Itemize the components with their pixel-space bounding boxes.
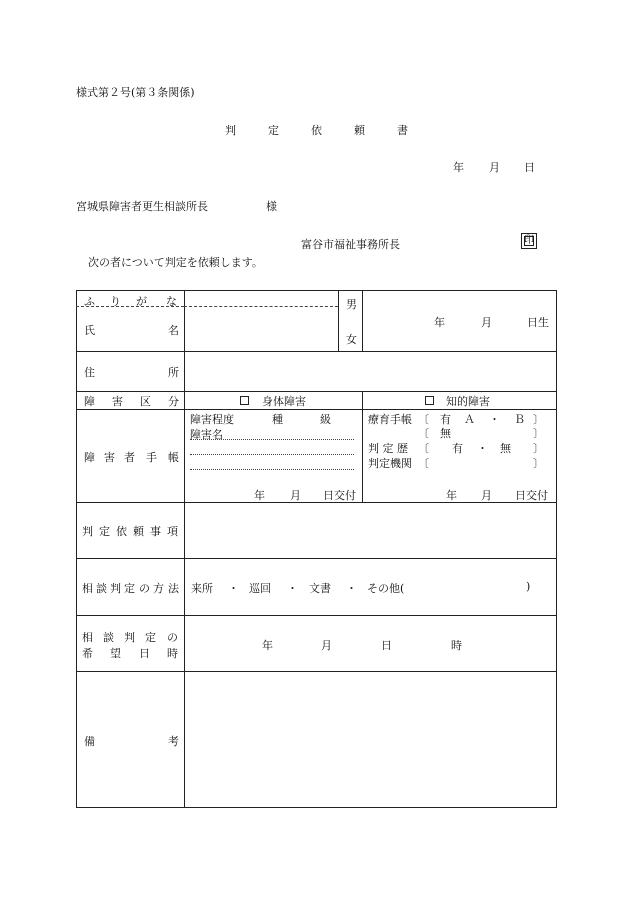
label-char: の (139, 582, 150, 595)
history-yes[interactable]: 有 (452, 442, 463, 455)
physical-issued-month: 月 (290, 489, 301, 502)
ryoiku-yes[interactable]: 有 (440, 413, 451, 426)
title-char: 依 (311, 124, 322, 137)
desired-day: 日 (381, 639, 392, 652)
label-char: 頼 (133, 525, 144, 538)
disability-name-label: 障害名 (190, 428, 223, 441)
table-divider (76, 558, 557, 559)
table-divider (76, 391, 557, 392)
title-char: 判 (225, 124, 236, 137)
method-visit[interactable]: 来所 (191, 582, 213, 595)
separator-dot: ・ (346, 582, 357, 595)
date-month: 月 (489, 161, 500, 174)
desired-year: 年 (262, 639, 273, 652)
label-char: 方 (153, 582, 164, 595)
label-char: の (167, 631, 178, 644)
table-border (76, 807, 557, 808)
label-char: 備 (84, 735, 95, 748)
desired-month: 月 (321, 639, 332, 652)
ryoiku-b[interactable]: Ｂ (514, 413, 525, 426)
label-char: 談 (96, 582, 107, 595)
sex-male[interactable]: 男 (346, 298, 357, 311)
bracket: 〕 (533, 413, 544, 426)
label-char: 手 (146, 451, 157, 464)
label-char: 氏 (84, 324, 95, 337)
seal-label: 印 (524, 235, 534, 246)
label-char: 法 (168, 582, 179, 595)
separator-dot: ・ (489, 413, 500, 426)
label-char: 帳 (168, 451, 179, 464)
history-no[interactable]: 無 (500, 442, 511, 455)
label-char: 相 (82, 631, 93, 644)
label-char: 相 (82, 582, 93, 595)
physical-checkbox[interactable] (240, 396, 249, 405)
bracket: 〕 (533, 457, 544, 470)
label-char: 障 (84, 451, 95, 464)
method-document[interactable]: 文書 (309, 582, 331, 595)
disability-name-line[interactable] (190, 439, 354, 440)
method-other[interactable]: その他( (367, 582, 405, 595)
label-char: 判 (82, 525, 93, 538)
label-char: ふ (84, 295, 95, 308)
furigana-separator (184, 306, 338, 307)
table-divider (76, 671, 557, 672)
label-char: 時 (167, 647, 178, 660)
separator-dot: ・ (228, 582, 239, 595)
intellectual-issued-year: 年 (446, 489, 457, 502)
label-char: 障 (84, 395, 95, 408)
label-char: 依 (116, 525, 127, 538)
label-char: 者 (124, 451, 135, 464)
disability-name-line[interactable] (190, 454, 354, 455)
intellectual-issued-month: 月 (481, 489, 492, 502)
birth-month: 月 (481, 316, 492, 329)
paren: ) (526, 580, 531, 593)
disability-name-line[interactable] (190, 469, 354, 470)
method-tour[interactable]: 巡回 (249, 582, 271, 595)
label-char: 所 (168, 366, 179, 379)
bracket: 〕 (533, 442, 544, 455)
label-char: 考 (168, 735, 179, 748)
birth-year: 年 (434, 316, 445, 329)
label-char: 項 (167, 525, 178, 538)
table-border (76, 290, 557, 291)
date-day: 日 (524, 161, 535, 174)
table-divider (76, 351, 557, 352)
remarks-field[interactable] (186, 673, 554, 805)
degree-label: 障害程度 (190, 413, 234, 426)
label-char: 区 (140, 395, 151, 408)
intellectual-checkbox[interactable] (425, 396, 434, 405)
table-divider (184, 290, 185, 807)
title-char: 定 (268, 124, 279, 137)
label-char: な (166, 295, 177, 308)
address-field[interactable] (186, 353, 554, 389)
request-field[interactable] (186, 504, 554, 556)
history-label: 判 定 歴 (368, 442, 408, 455)
physical-label: 身体障害 (262, 395, 306, 408)
label-char: 分 (168, 395, 179, 408)
honorific: 様 (266, 200, 277, 213)
ryoiku-no[interactable]: 無 (440, 427, 451, 440)
name-field[interactable] (186, 309, 336, 349)
label-char: 望 (110, 647, 121, 660)
intellectual-label: 知的障害 (446, 395, 490, 408)
label-char: 判 (124, 631, 135, 644)
label-char: 談 (103, 631, 114, 644)
label-char: り (110, 295, 121, 308)
label-char: 害 (112, 395, 123, 408)
table-border (76, 290, 77, 807)
label-char: 判 (110, 582, 121, 595)
title-char: 書 (397, 124, 408, 137)
table-divider (338, 290, 339, 351)
ryoiku-a[interactable]: Ａ (464, 413, 475, 426)
table-divider (362, 391, 363, 502)
title-char: 頼 (354, 124, 365, 137)
intellectual-issued-day: 日交付 (515, 489, 548, 502)
bracket: 〕 (533, 427, 544, 440)
form-number: 様式第２号(第３条関係) (76, 86, 195, 99)
label-char: 住 (84, 366, 95, 379)
label-char: 事 (150, 525, 161, 538)
bracket: 〔 (418, 427, 429, 440)
grade-label: 級 (320, 413, 331, 426)
birth-day: 日生 (527, 316, 549, 329)
seal-stamp (521, 233, 537, 249)
label-char: が (136, 295, 147, 308)
desired-hour: 時 (451, 639, 462, 652)
addressee: 宮城県障害者更生相談所長 (76, 200, 208, 213)
table-divider (362, 290, 363, 351)
table-divider (76, 409, 557, 410)
physical-issued-day: 日交付 (323, 489, 356, 502)
agency-label: 判定機関 (368, 457, 412, 470)
sex-female[interactable]: 女 (346, 333, 357, 346)
label-char: 希 (82, 647, 93, 660)
separator-dot: ・ (477, 442, 488, 455)
kind-label: 種 (272, 413, 283, 426)
sender: 富谷市福祉事務所長 (301, 238, 400, 251)
label-char: 害 (104, 451, 115, 464)
label-char: 定 (99, 525, 110, 538)
intro-text: 次の者について判定を依頼します。 (88, 256, 263, 269)
bracket: 〔 (418, 442, 429, 455)
label-char: 日 (139, 647, 150, 660)
table-divider (76, 615, 557, 616)
label-char: 定 (124, 582, 135, 595)
date-year: 年 (453, 161, 464, 174)
furigana-field[interactable] (186, 292, 336, 305)
physical-issued-year: 年 (254, 489, 265, 502)
label-char: 名 (168, 324, 179, 337)
bracket: 〔 (418, 457, 429, 470)
separator-dot: ・ (287, 582, 298, 595)
ryoiku-label: 療育手帳 (368, 413, 412, 426)
bracket: 〔 (418, 413, 429, 426)
table-border (556, 290, 557, 807)
label-char: 定 (145, 631, 156, 644)
